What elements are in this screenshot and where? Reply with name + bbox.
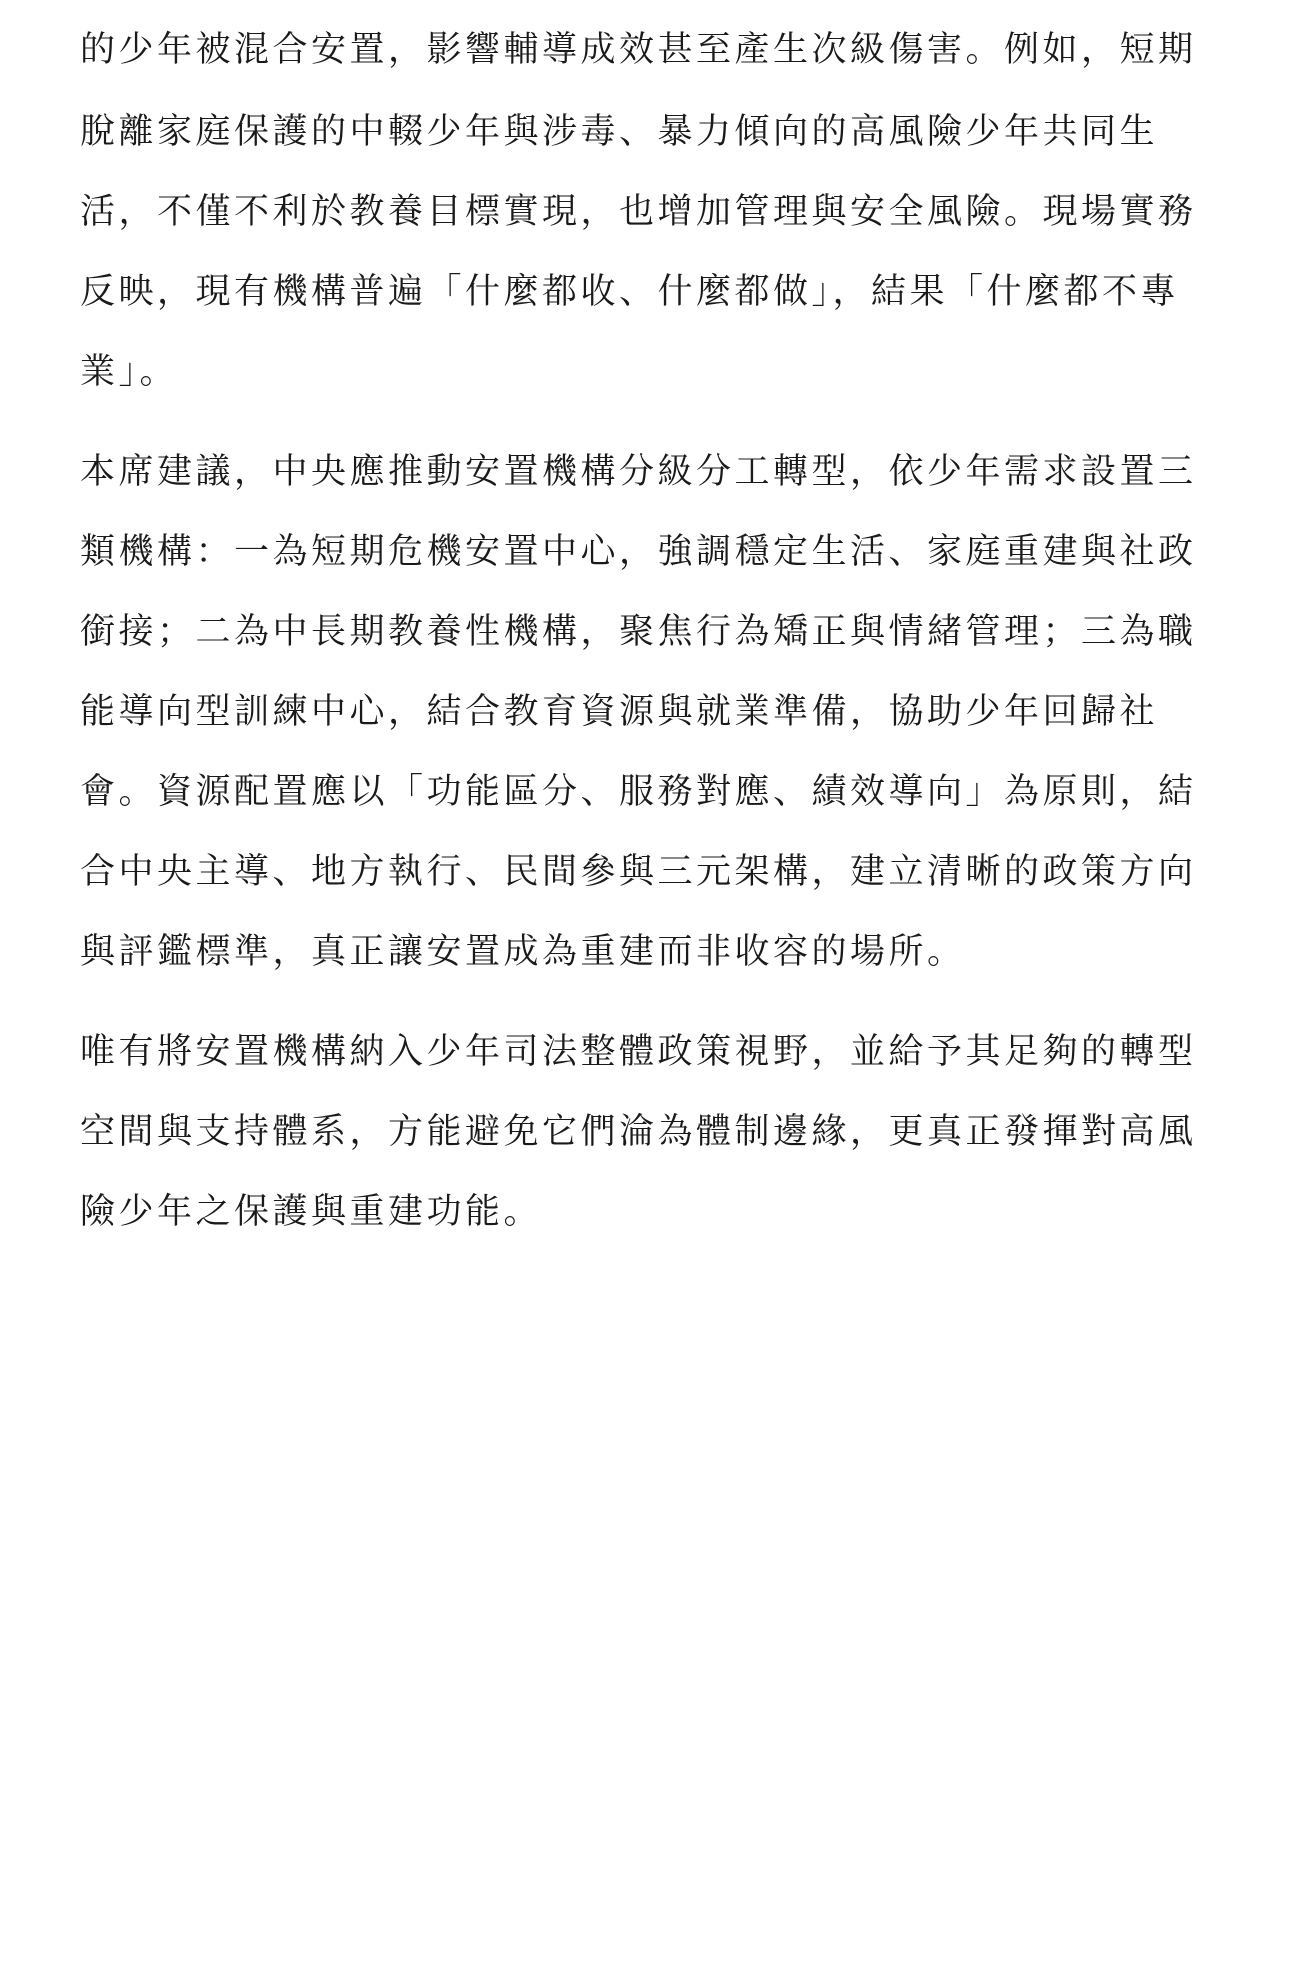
paragraph-3-line-2: 空間與支持體系，方能避免它們淪為體制邊緣，更真正發揮對高風 <box>80 1112 1197 1152</box>
paragraph-2-line-3: 銜接；二為中長期教養性機構，聚焦行為矯正與情緒管理；三為職 <box>80 612 1197 652</box>
paragraph-1-line-3: 活，不僅不利於教養目標實現，也增加管理與安全風險。現場實務 <box>80 192 1197 232</box>
paragraph-1-line-2: 脫離家庭保護的中輟少年與涉毒、暴力傾向的高風險少年共同生 <box>80 112 1159 152</box>
paragraph-2-line-2: 類機構：一為短期危機安置中心，強調穩定生活、家庭重建與社政 <box>80 532 1197 572</box>
paragraph-2-line-7: 與評鑑標準，真正讓安置成為重建而非收容的場所。 <box>80 932 966 972</box>
paragraph-3-line-3: 險少年之保護與重建功能。 <box>80 1192 543 1232</box>
paragraph-2-line-1: 本席建議，中央應推動安置機構分級分工轉型，依少年需求設置三 <box>80 452 1197 492</box>
paragraph-2-line-6: 合中央主導、地方執行、民間參與三元架構，建立清晰的政策方向 <box>80 852 1197 892</box>
paragraph-2-line-4: 能導向型訓練中心，結合教育資源與就業準備，協助少年回歸社 <box>80 692 1159 732</box>
paragraph-1-line-4: 反映，現有機構普遍「什麼都收、什麼都做」，結果「什麼都不專 <box>80 272 1180 312</box>
paragraph-2-line-5: 會。資源配置應以「功能區分、服務對應、績效導向」為原則，結 <box>80 772 1197 812</box>
paragraph-3-line-1: 唯有將安置機構納入少年司法整體政策視野，並給予其足夠的轉型 <box>80 1032 1197 1072</box>
paragraph-1-line-5: 業」。 <box>80 352 179 392</box>
paragraph-1-line-1: 的少年被混合安置，影響輔導成效甚至產生次級傷害。例如，短期 <box>80 30 1197 70</box>
